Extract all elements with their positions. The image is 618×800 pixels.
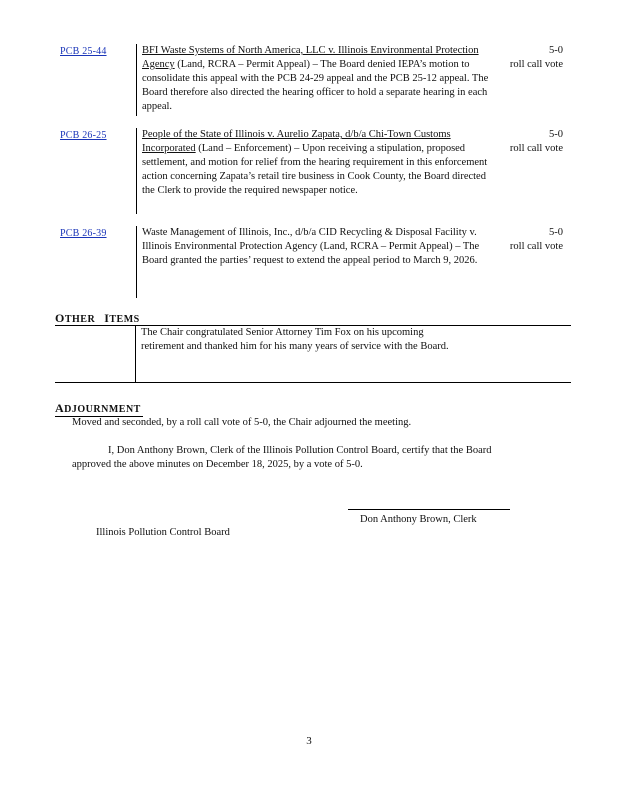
other-items-table (55, 325, 571, 383)
vote-type-3: roll call vote (509, 241, 563, 252)
case-body-1 (136, 44, 492, 116)
case-body-3 (136, 226, 492, 298)
signature-org: Illinois Pollution Control Board (96, 527, 230, 538)
adjournment-heading: ADJOURNMENT (55, 401, 143, 417)
case-detail-3: Waste Management of Illinois, Inc., d/b/a CID Recycling & Disposal Facility v. Illinois Environmental Protection Agency (Land, RCRA – Permit Appeal) – The Board granted the parties’ request to extend the appeal period to March 9, 2026. (142, 227, 480, 266)
vote-count-3: 5-0 (549, 227, 563, 238)
vote-type-1: roll call vote (509, 59, 563, 70)
case-vote-3 (510, 226, 563, 254)
docket-link-2[interactable]: PCB 26-25 (60, 130, 107, 141)
docket-link-1[interactable]: PCB 25-44 (60, 46, 107, 57)
docket-link-3[interactable]: PCB 26-39 (60, 228, 107, 239)
case-entry-1 (56, 44, 571, 116)
case-vote-1 (510, 44, 563, 72)
certification-text: I, Don Anthony Brown, Clerk of the Illinois Pollution Control Board, certify that the Board approved the above minutes on December 18, 2025, by a vote of 5-0. (72, 445, 492, 470)
case-detail-2: (Land – Enforcement) – Upon receiving a stipulation, proposed settlement, and motion for relief from the hearing requirement in this enforcement action concerning Zapata’s retail tire business in Cook County, the Board directed the Clerk to provide the required newspaper notice. (142, 143, 488, 196)
case-detail-1: (Land, RCRA – Permit Appeal) – The Board denied IEPA’s motion to consolidate this appeal with the PCB 24-29 appeal and the PCB 25-12 appeal. The Board therefore also directed the hearing officer to hold a separate hearing in each appeal. (142, 59, 489, 112)
vote-type-2: roll call vote (509, 143, 563, 154)
case-body-2 (136, 128, 492, 214)
other-items-text: The Chair congratulated Senior Attorney Tim Fox on his upcoming retirement and thanked him for his many years of service with the Board. (135, 326, 461, 382)
case-entry-2 (56, 128, 571, 214)
vote-count-2: 5-0 (549, 129, 563, 140)
page-number: 3 (306, 735, 312, 747)
signature-name: Don Anthony Brown, Clerk (360, 514, 477, 525)
vote-count-1: 5-0 (549, 45, 563, 56)
case-title-2: People of the State of Illinois v. Aurelio Zapata, d/b/a Chi-Town Customs Incorporated (142, 129, 451, 154)
case-vote-2 (510, 128, 563, 156)
case-entry-3 (56, 226, 571, 298)
signature-line (348, 509, 510, 510)
other-items-heading: OTHER ITEMS (55, 311, 140, 325)
case-title-1: BFI Waste Systems of North America, LLC v. Illinois Environmental Protection Agency (142, 45, 479, 70)
adjournment-text: Moved and seconded, by a roll call vote of 5-0, the Chair adjourned the meeting. (72, 417, 412, 428)
